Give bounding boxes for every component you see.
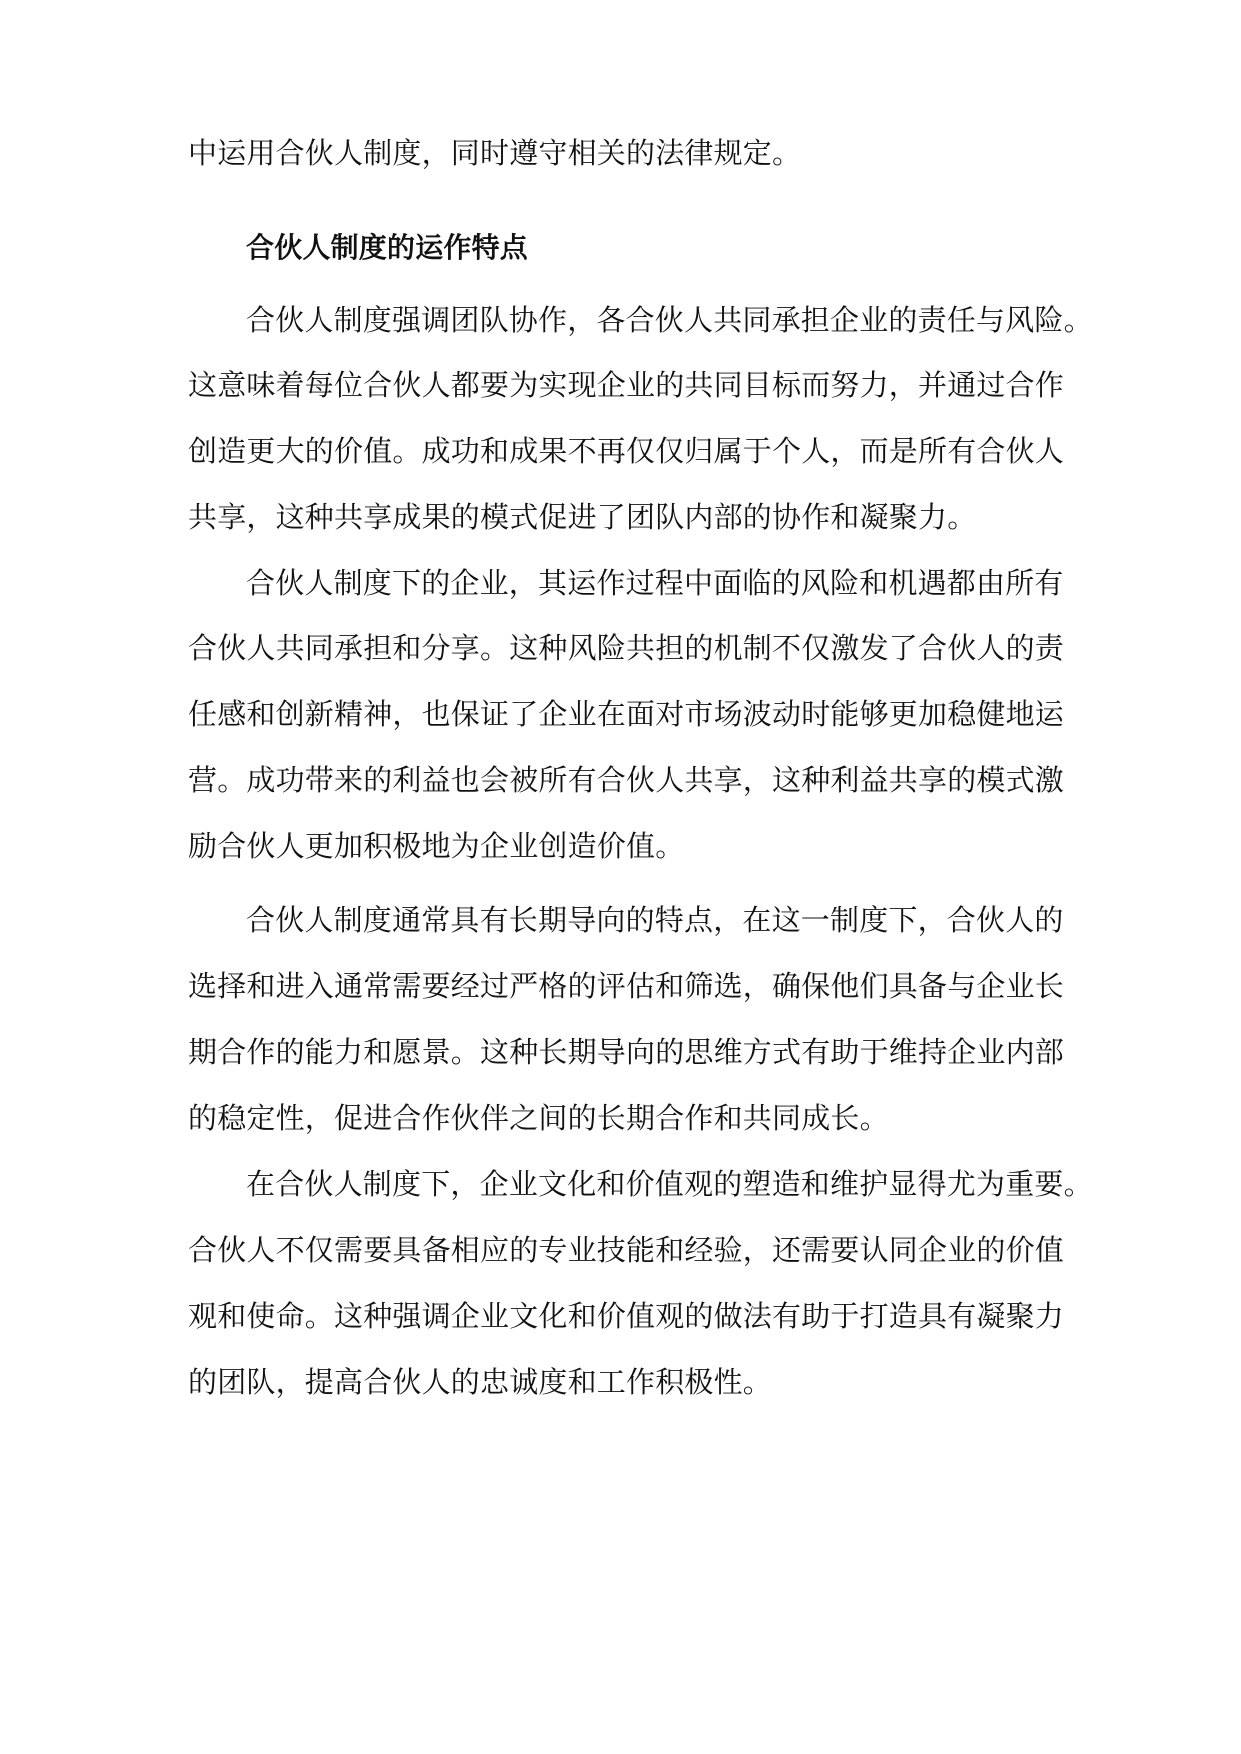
paragraph-1-line-1: 合伙人制度强调团队协作，各合伙人共同承担企业的责任与风险。: [246, 303, 1093, 337]
paragraph-4-line-3: 观和使命。这种强调企业文化和价值观的做法有助于打造具有凝聚力: [188, 1299, 1065, 1333]
paragraph-1-line-2: 这意味着每位合伙人都要为实现企业的共同目标而努力，并通过合作: [188, 368, 1065, 402]
paragraph-3-line-3: 期合作的能力和愿景。这种长期导向的思维方式有助于维持企业内部: [188, 1035, 1065, 1069]
paragraph-4-line-1: 在合伙人制度下，企业文化和价值观的塑造和维护显得尤为重要。: [246, 1167, 1093, 1201]
paragraph-1-line-3: 创造更大的价值。成功和成果不再仅仅归属于个人，而是所有合伙人: [188, 434, 1065, 468]
section-heading: 合伙人制度的运作特点: [246, 231, 529, 264]
paragraph-2-line-1: 合伙人制度下的企业，其运作过程中面临的风险和机遇都由所有: [246, 566, 1064, 600]
paragraph-4-line-4: 的团队，提高合伙人的忠诚度和工作积极性。: [188, 1365, 773, 1399]
intro-tail-line: 中运用合伙人制度，同时遵守相关的法律规定。: [188, 136, 802, 170]
paragraph-3-line-4: 的稳定性，促进合作伙伴之间的长期合作和共同成长。: [188, 1101, 889, 1135]
paragraph-2-line-3: 任感和创新精神，也保证了企业在面对市场波动时能够更加稳健地运: [188, 697, 1065, 731]
paragraph-3-line-1: 合伙人制度通常具有长期导向的特点，在这一制度下，合伙人的: [246, 903, 1064, 937]
paragraph-1-line-4: 共享，这种共享成果的模式促进了团队内部的协作和凝聚力。: [188, 500, 977, 534]
paragraph-2-line-2: 合伙人共同承担和分享。这种风险共担的机制不仅激发了合伙人的责: [188, 631, 1065, 665]
paragraph-2-line-5: 励合伙人更加积极地为企业创造价值。: [188, 829, 685, 863]
paragraph-3-line-2: 选择和进入通常需要经过严格的评估和筛选，确保他们具备与企业长: [188, 969, 1065, 1003]
paragraph-2-line-4: 营。成功带来的利益也会被所有合伙人共享，这种利益共享的模式激: [188, 763, 1065, 797]
paragraph-4-line-2: 合伙人不仅需要具备相应的专业技能和经验，还需要认同企业的价值: [188, 1233, 1065, 1267]
